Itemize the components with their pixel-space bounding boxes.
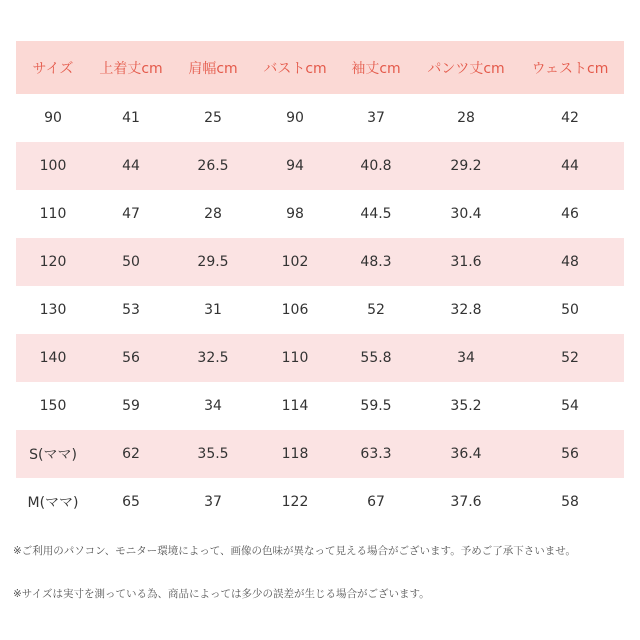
cell-pants-length: 35.2: [450, 398, 482, 414]
cell-bust: 118: [254, 430, 336, 478]
cell-bust: 98: [286, 206, 304, 222]
cell-pants-length: 29.2: [416, 142, 516, 190]
cell-waist: 56: [516, 430, 624, 478]
cell-shoulder-width: 25: [204, 110, 222, 126]
cell-shoulder-width: 35.5: [172, 430, 254, 478]
cell-waist: 50: [561, 302, 579, 318]
cell-waist: 44: [516, 142, 624, 190]
cell-size: 120: [16, 238, 90, 286]
cell-shoulder-width: 37: [204, 494, 222, 510]
cell-waist: 42: [561, 110, 579, 126]
table-row: [16, 286, 624, 334]
cell-size: S(ママ): [16, 430, 90, 478]
cell-pants-length: 37.6: [450, 494, 482, 510]
cell-shoulder-width: 32.5: [172, 334, 254, 382]
cell-jacket-length: 65: [122, 494, 140, 510]
size-chart-header: [16, 41, 624, 94]
cell-bust: 110: [254, 334, 336, 382]
cell-bust: 114: [281, 398, 309, 414]
header-pants-length: パンツ丈cm: [416, 41, 516, 94]
header-shoulder-width: 肩幅cm: [172, 41, 254, 94]
cell-jacket-length: 53: [122, 302, 140, 318]
cell-waist: 48: [516, 238, 624, 286]
header-bust: バストcm: [254, 41, 336, 94]
cell-size: 90: [44, 110, 62, 126]
table-row: [16, 94, 624, 142]
cell-pants-length: 34: [416, 334, 516, 382]
table-row: [16, 430, 624, 478]
header-row: [16, 41, 624, 94]
cell-pants-length: 30.4: [450, 206, 482, 222]
cell-jacket-length: 50: [90, 238, 172, 286]
cell-sleeve-length: 40.8: [336, 142, 416, 190]
cell-size: 150: [39, 398, 67, 414]
table-row: [16, 238, 624, 286]
cell-sleeve-length: 37: [367, 110, 385, 126]
cell-size: 130: [39, 302, 67, 318]
table-row: [16, 142, 624, 190]
cell-jacket-length: 62: [90, 430, 172, 478]
cell-sleeve-length: 52: [367, 302, 385, 318]
cell-shoulder-width: 34: [204, 398, 222, 414]
cell-waist: 46: [561, 206, 579, 222]
cell-size: 140: [16, 334, 90, 382]
cell-shoulder-width: 26.5: [172, 142, 254, 190]
cell-size: 100: [16, 142, 90, 190]
cell-sleeve-length: 44.5: [360, 206, 392, 222]
cell-jacket-length: 44: [90, 142, 172, 190]
table-row: [16, 478, 624, 526]
cell-jacket-length: 47: [122, 206, 140, 222]
cell-sleeve-length: 55.8: [336, 334, 416, 382]
table-row: [16, 190, 624, 238]
cell-shoulder-width: 28: [204, 206, 222, 222]
table-row: [16, 334, 624, 382]
cell-jacket-length: 59: [122, 398, 140, 414]
cell-sleeve-length: 59.5: [360, 398, 392, 414]
header-size: サイズ: [16, 41, 90, 94]
cell-jacket-length: 41: [122, 110, 140, 126]
size-chart-body: [16, 94, 624, 526]
size-tolerance-note: ※サイズは実寸を測っている為、商品によっては多少の誤差が生じる場合がございます。: [13, 588, 430, 600]
cell-bust: 90: [286, 110, 304, 126]
cell-bust: 122: [281, 494, 309, 510]
cell-sleeve-length: 67: [367, 494, 385, 510]
cell-pants-length: 31.6: [416, 238, 516, 286]
cell-sleeve-length: 63.3: [336, 430, 416, 478]
table-row: [16, 382, 624, 430]
cell-pants-length: 32.8: [450, 302, 482, 318]
header-waist: ウェストcm: [516, 41, 624, 94]
cell-jacket-length: 56: [90, 334, 172, 382]
cell-waist: 52: [516, 334, 624, 382]
cell-size: M(ママ): [27, 495, 79, 511]
header-jacket-length: 上着丈cm: [90, 41, 172, 94]
cell-bust: 94: [254, 142, 336, 190]
header-sleeve-length: 袖丈cm: [336, 41, 416, 94]
cell-waist: 54: [561, 398, 579, 414]
cell-bust: 102: [254, 238, 336, 286]
cell-size: 110: [39, 206, 67, 222]
cell-waist: 58: [561, 494, 579, 510]
cell-pants-length: 36.4: [416, 430, 516, 478]
cell-shoulder-width: 29.5: [172, 238, 254, 286]
cell-sleeve-length: 48.3: [336, 238, 416, 286]
cell-pants-length: 28: [457, 110, 475, 126]
cell-shoulder-width: 31: [204, 302, 222, 318]
color-disclaimer-note: ※ご利用のパソコン、モニター環境によって、画像の色味が異なって見える場合がございます。予めご了承下さいませ。: [13, 545, 576, 557]
size-chart-table: [16, 41, 624, 526]
cell-bust: 106: [281, 302, 309, 318]
